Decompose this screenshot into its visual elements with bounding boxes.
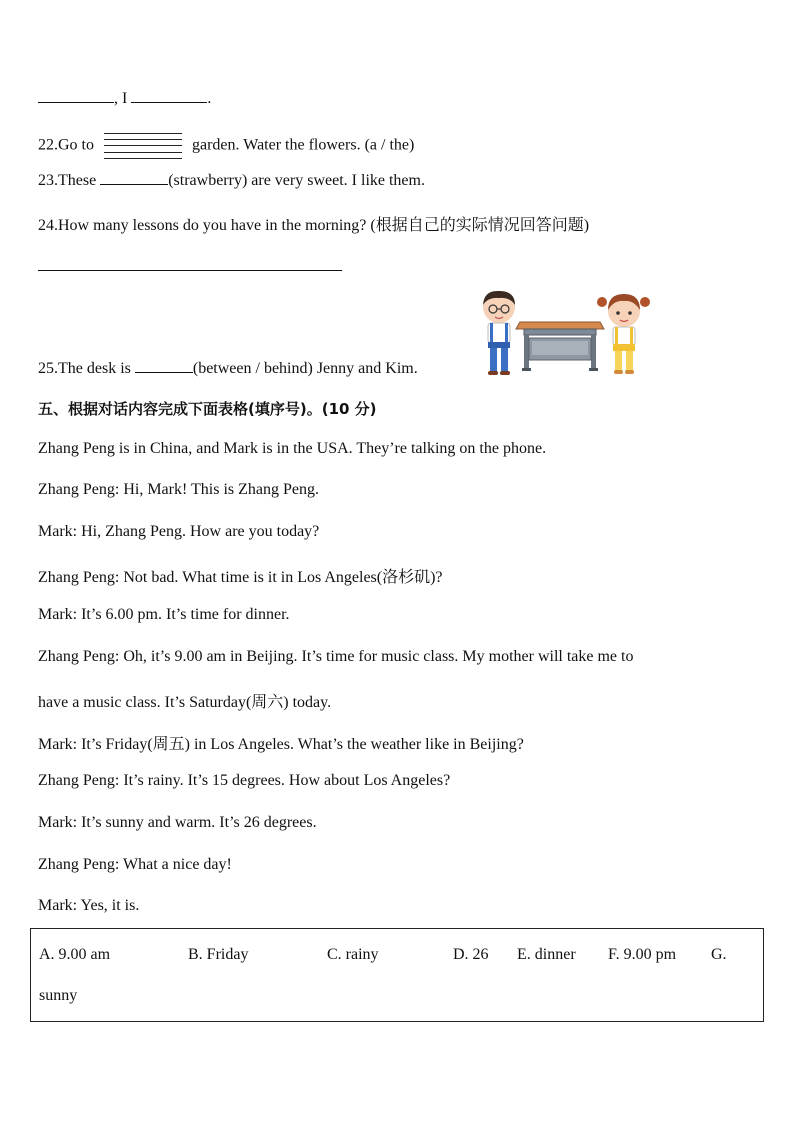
option-g-continued: sunny [39, 987, 78, 1004]
option-a: A. 9.00 am [39, 946, 111, 963]
option-g: G. [711, 946, 727, 963]
question-23 [38, 170, 425, 190]
girl-figure [597, 294, 650, 374]
q23-suffix: (strawberry) are very sweet. I like them. [168, 172, 425, 189]
q21-blank-2[interactable] [131, 88, 207, 103]
dialogue-line: Zhang Peng: What a nice day! [38, 856, 232, 873]
section-5-heading: 五、根据对话内容完成下面表格(填序号)。(10 分) [38, 400, 377, 418]
question-22 [38, 133, 414, 159]
question-25 [38, 358, 418, 378]
option-f: F. 9.00 pm [608, 946, 677, 963]
q22-prefix: 22.Go to [38, 136, 94, 154]
q22-blank[interactable] [104, 133, 182, 159]
dialogue-line: Mark: It’s 6.00 pm. It’s time for dinner. [38, 606, 290, 623]
dialogue-line: Zhang Peng: Oh, it’s 9.00 am in Beijing. It’s time for music class. My mother will take me to [38, 648, 634, 665]
q21-i: I [122, 90, 128, 107]
desk-figure [516, 322, 604, 371]
dialogue-line: Mark: Yes, it is. [38, 897, 140, 914]
q22-suffix: garden. Water the flowers. (a / the) [192, 136, 415, 154]
q21-comma: , [114, 90, 118, 107]
q23-blank[interactable] [100, 170, 168, 185]
q25-suffix: (between / behind) Jenny and Kim. [192, 360, 418, 377]
boy-figure [483, 291, 515, 375]
dialogue-line: Zhang Peng: Hi, Mark! This is Zhang Peng. [38, 481, 320, 498]
dialogue-line: Mark: Hi, Zhang Peng. How are you today? [38, 523, 320, 540]
dialogue-line: Zhang Peng: Not bad. What time is it in Los Angeles(洛杉矶)? [38, 569, 443, 586]
option-d: D. 26 [453, 946, 489, 963]
dialogue-line: Mark: It’s Friday(周五) in Los Angeles. What’s the weather like in Beijing? [38, 736, 524, 753]
q21-answer-line [38, 88, 211, 108]
q21-period: . [207, 90, 212, 107]
q24-answer-line[interactable] [38, 270, 342, 271]
dialogue-line: Mark: It’s sunny and warm. It’s 26 degrees. [38, 814, 317, 831]
dialogue-line: Zhang Peng is in China, and Mark is in the USA. They’re talking on the phone. [38, 440, 547, 457]
q23-prefix: 23.These [38, 172, 97, 189]
option-e: E. dinner [517, 946, 576, 963]
dialogue-line: Zhang Peng: It’s rainy. It’s 15 degrees. How about Los Angeles? [38, 772, 451, 789]
q25-blank[interactable] [135, 358, 193, 373]
dialogue-line: have a music class. It’s Saturday(周六) today. [38, 694, 332, 711]
q25-prefix: 25.The desk is [38, 360, 131, 377]
jenny-kim-desk-picture [474, 288, 654, 378]
q21-blank-1[interactable] [38, 88, 114, 103]
question-24: 24.How many lessons do you have in the morning? (根据自己的实际情况回答问题) [38, 217, 590, 234]
option-b: B. Friday [188, 946, 249, 963]
options-box [30, 928, 764, 1022]
option-c: C. rainy [327, 946, 379, 963]
